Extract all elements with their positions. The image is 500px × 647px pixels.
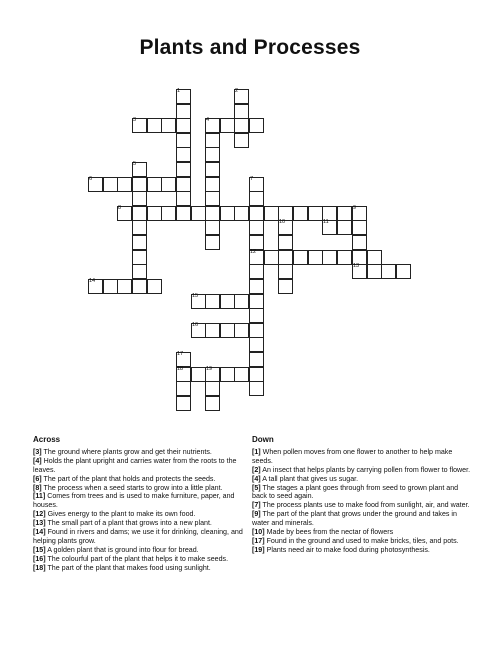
grid-cell[interactable]: [161, 177, 176, 192]
grid-cell[interactable]: [249, 337, 264, 352]
across-clue: [33, 519, 243, 528]
grid-cell[interactable]: [278, 250, 293, 265]
grid-cell[interactable]: [278, 264, 293, 279]
clue-number: 17: [177, 351, 184, 357]
clue-label: [8]: [33, 483, 42, 492]
clue-label: [11]: [33, 492, 46, 501]
grid-cell[interactable]: [132, 235, 147, 250]
grid-cell[interactable]: [249, 191, 264, 206]
clue-label: [12]: [33, 510, 46, 519]
clue-label: [10]: [252, 528, 265, 537]
clue-label: [13]: [33, 519, 46, 528]
grid-cell[interactable]: [249, 220, 264, 235]
grid-cell[interactable]: [147, 206, 162, 221]
grid-cell[interactable]: [117, 177, 132, 192]
down-heading: Down: [252, 435, 274, 444]
clue-text: The process when a seed starts to grow into a little plant.: [41, 483, 223, 492]
across-clue: [33, 492, 243, 510]
grid-cell[interactable]: [234, 104, 249, 119]
clue-text: Found in rivers and dams; we use it for drinking, cleaning, and helping plants grow.: [33, 528, 243, 545]
grid-cell[interactable]: [396, 264, 411, 279]
across-clue: [33, 546, 243, 555]
page-title: Plants and Processes: [139, 36, 361, 59]
clue-text: A tall plant that gives us sugar.: [260, 474, 359, 483]
grid-cell[interactable]: [220, 118, 235, 133]
across-heading: Across: [33, 435, 61, 444]
across-clue: [33, 555, 243, 564]
grid-cell[interactable]: [176, 191, 191, 206]
grid-cell[interactable]: [176, 162, 191, 177]
grid-cell[interactable]: [205, 381, 220, 396]
grid-cell[interactable]: [249, 206, 264, 221]
grid-cell[interactable]: [132, 191, 147, 206]
across-clue: [33, 484, 243, 493]
down-clues: [252, 436, 472, 555]
clue-text: The part of the plant that grows under the ground and takes in water and minerals.: [252, 510, 457, 528]
clue-label: [1]: [252, 447, 261, 456]
grid-cell[interactable]: [337, 220, 352, 235]
grid-cell[interactable]: [234, 133, 249, 148]
grid-cell[interactable]: [161, 118, 176, 133]
grid-cell[interactable]: [117, 279, 132, 294]
grid-cell[interactable]: [337, 206, 352, 221]
grid-cell[interactable]: [132, 220, 147, 235]
grid-cell[interactable]: [308, 250, 323, 265]
grid-cell[interactable]: [249, 323, 264, 338]
grid-cell[interactable]: [205, 206, 220, 221]
clue-number: 2: [235, 88, 239, 94]
grid-cell[interactable]: [205, 294, 220, 309]
clue-text: The part of the plant that holds and protects the seeds.: [41, 474, 216, 483]
down-clue: [252, 528, 472, 537]
grid-cell[interactable]: [147, 118, 162, 133]
grid-cell[interactable]: [205, 177, 220, 192]
down-clue: [252, 501, 472, 510]
clue-text: The process plants use to make food from sunlight, air, and water.: [260, 501, 470, 510]
grid-cell[interactable]: [132, 264, 147, 279]
grid-cell[interactable]: [249, 264, 264, 279]
grid-cell[interactable]: [132, 250, 147, 265]
clue-label: [18]: [33, 563, 46, 572]
across-clue: [33, 457, 243, 475]
grid-cell[interactable]: [278, 279, 293, 294]
across-clue: [33, 564, 243, 573]
clue-number: 7: [250, 176, 254, 182]
clue-number: 19: [206, 366, 213, 372]
grid-cell[interactable]: [132, 206, 147, 221]
down-clue: [252, 510, 472, 528]
grid-cell[interactable]: [352, 235, 367, 250]
clue-text: Holds the plant upright and carries water from the roots to the leaves.: [33, 456, 237, 474]
clue-number: 3: [133, 117, 137, 123]
grid-cell[interactable]: [367, 250, 382, 265]
grid-cell[interactable]: [234, 323, 249, 338]
down-clue-list: [252, 448, 472, 555]
clue-label: [2]: [252, 465, 261, 474]
grid-cell[interactable]: [337, 250, 352, 265]
clue-text: Found in the ground and used to make bricks, tiles, and pots.: [264, 536, 459, 545]
grid-cell[interactable]: [367, 264, 382, 279]
clue-text: Plants need air to make food during photosynthesis.: [264, 545, 430, 554]
down-clue: [252, 537, 472, 546]
grid-cell[interactable]: [249, 381, 264, 396]
clue-label: [17]: [252, 536, 265, 545]
down-clue: [252, 546, 472, 555]
clue-label: [4]: [33, 456, 42, 465]
grid-cell[interactable]: [264, 206, 279, 221]
clue-label: [6]: [33, 474, 42, 483]
clue-number: 18: [177, 366, 184, 372]
grid-cell[interactable]: [205, 220, 220, 235]
clue-label: [19]: [252, 545, 265, 554]
clue-text: The stages a plant goes through from seed to grown plant and back to seed again.: [252, 483, 459, 501]
clue-number: 11: [323, 219, 329, 225]
grid-cell[interactable]: [147, 279, 162, 294]
grid-cell[interactable]: [176, 396, 191, 411]
clue-text: An insect that helps plants by carrying pollen from flower to flower.: [260, 465, 471, 474]
grid-cell[interactable]: [191, 206, 206, 221]
grid-cell[interactable]: [234, 206, 249, 221]
clue-text: The part of the plant that makes food using sunlight.: [45, 563, 211, 572]
grid-cell[interactable]: [381, 264, 396, 279]
clue-number: 15: [192, 293, 199, 299]
grid-cell[interactable]: [191, 367, 206, 382]
grid-cell[interactable]: [352, 220, 367, 235]
across-clues: [33, 436, 243, 573]
clue-number: 16: [192, 322, 199, 328]
clue-number: 9: [353, 205, 357, 211]
grid-cell[interactable]: [293, 206, 308, 221]
clue-text: A golden plant that is ground into flour for bread.: [45, 545, 199, 554]
across-clue-list: [33, 448, 243, 573]
clue-number: 10: [279, 219, 286, 225]
grid-cell[interactable]: [176, 206, 191, 221]
clue-number: 6: [89, 176, 93, 182]
clue-number: 5: [133, 161, 137, 167]
grid-cell[interactable]: [264, 250, 279, 265]
grid-cell[interactable]: [249, 352, 264, 367]
grid-cell[interactable]: [176, 133, 191, 148]
grid-cell[interactable]: [205, 235, 220, 250]
grid-cell[interactable]: [308, 206, 323, 221]
grid-cell[interactable]: [132, 177, 147, 192]
grid-cell[interactable]: [176, 118, 191, 133]
down-clue: [252, 484, 472, 502]
clue-number: 12: [250, 249, 257, 255]
grid-cell[interactable]: [249, 367, 264, 382]
down-clue: [252, 475, 472, 484]
clue-label: [15]: [33, 545, 46, 554]
clue-text: The colourful part of the plant that helps it to make seeds.: [45, 554, 229, 563]
across-clue: [33, 475, 243, 484]
down-clue: [252, 466, 472, 475]
grid-cell[interactable]: [278, 235, 293, 250]
grid-cell[interactable]: [220, 206, 235, 221]
down-clue: [252, 448, 472, 466]
clue-text: The ground where plants grow and get their nutrients.: [41, 447, 212, 456]
grid-cell[interactable]: [205, 133, 220, 148]
clue-text: When pollen moves from one flower to another to help make seeds.: [252, 447, 453, 465]
across-clue: [33, 510, 243, 519]
clue-number: 13: [353, 263, 360, 269]
grid-cell[interactable]: [249, 294, 264, 309]
grid-cell[interactable]: [249, 279, 264, 294]
grid-cell[interactable]: [103, 279, 118, 294]
clue-label: [14]: [33, 528, 46, 537]
clue-number: 8: [118, 205, 122, 211]
grid-cell[interactable]: [293, 250, 308, 265]
grid-cell[interactable]: [147, 177, 162, 192]
clue-number: 1: [177, 88, 181, 94]
grid-cell[interactable]: [249, 235, 264, 250]
clue-label: [9]: [252, 510, 261, 519]
grid-cell[interactable]: [249, 118, 264, 133]
clue-label: [3]: [33, 447, 42, 456]
grid-cell[interactable]: [205, 147, 220, 162]
clue-number: 14: [89, 278, 96, 284]
grid-cell[interactable]: [234, 294, 249, 309]
grid-cell[interactable]: [205, 191, 220, 206]
grid-cell[interactable]: [234, 367, 249, 382]
clue-text: Gives energy to the plant to make its own food.: [45, 510, 196, 519]
clue-text: Comes from trees and is used to make furniture, paper, and houses.: [33, 492, 235, 510]
grid-cell[interactable]: [220, 294, 235, 309]
across-clue: [33, 528, 243, 546]
clue-label: [16]: [33, 554, 46, 563]
grid-cell[interactable]: [161, 206, 176, 221]
clue-number: 4: [206, 117, 210, 123]
grid-cell[interactable]: [220, 323, 235, 338]
grid-cell[interactable]: [176, 177, 191, 192]
grid-cell[interactable]: [322, 250, 337, 265]
grid-cell[interactable]: [220, 367, 235, 382]
grid-cell[interactable]: [205, 396, 220, 411]
across-clue: [33, 448, 243, 457]
clue-label: [7]: [252, 501, 261, 510]
grid-cell[interactable]: [234, 118, 249, 133]
grid-cell[interactable]: [205, 323, 220, 338]
grid-cell[interactable]: [205, 162, 220, 177]
grid-cell[interactable]: [176, 147, 191, 162]
clue-text: The small part of a plant that grows into a new plant.: [45, 519, 212, 528]
grid-cell[interactable]: [103, 177, 118, 192]
clue-text: Made by bees from the nectar of flowers: [264, 528, 394, 537]
grid-cell[interactable]: [176, 104, 191, 119]
clue-label: [5]: [252, 483, 261, 492]
grid-cell[interactable]: [176, 381, 191, 396]
clue-label: [4]: [252, 474, 261, 483]
grid-cell[interactable]: [132, 279, 147, 294]
grid-cell[interactable]: [249, 308, 264, 323]
